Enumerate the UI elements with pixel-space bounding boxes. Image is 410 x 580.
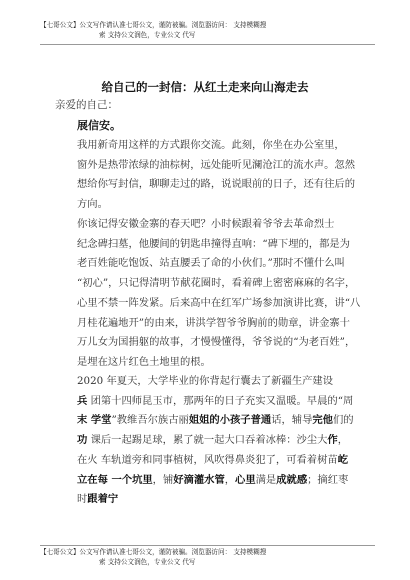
paragraph-line: 万儿女为国捐躯的故事，才慢慢懂得，爷爷说的“为老百姓”，	[77, 336, 356, 349]
text-run: ，铺	[152, 473, 174, 486]
bold-text-run: 心里	[235, 473, 256, 486]
footer-divider	[40, 545, 375, 546]
watermark-bottom-line2: 索 支持公文润色，专业公文 代写	[99, 558, 196, 566]
text-run: ，	[224, 473, 236, 486]
paragraph-line: 我用新奇用这样的方式跟你交流。此刻，你坐在办公室里，	[77, 139, 345, 151]
paragraph-line	[55, 490, 365, 510]
text-run: 课后一起踢足球，累了就一起大口吞着冰棒：沙尘大	[87, 434, 328, 447]
watermark-bottom-line1: 【七哥公文】公文写作请认准七哥公文，谨防被骗。浏览器访问： 支持模糊搜	[40, 548, 267, 556]
text-run: ”教维吾尔族古丽	[111, 414, 189, 427]
text-run: 团第十四师昆玉市，那两年的日子充实又温暖。早晨的“周	[87, 394, 354, 407]
paragraph-line	[55, 411, 365, 431]
salutation: 展信安。	[77, 119, 121, 132]
paragraph-1	[55, 136, 365, 215]
bold-text-run: 姐姐的小孩子普通	[188, 414, 272, 427]
bold-text-run: 屹	[337, 453, 348, 466]
bold-text-run: 立在每 一个坑里	[77, 473, 153, 486]
text-run: 们的	[332, 414, 354, 427]
text-run: ，	[337, 434, 348, 447]
paragraph-line	[55, 392, 365, 412]
paragraph-line	[55, 451, 365, 471]
paragraph-line: 月桂花遍地开”的由来，讲洪学智爷爷胸前的勋章，讲金寨十	[77, 316, 350, 329]
paragraph-line: 纪念碑扫墓，他腰间的钥匙串撞得直响：“碑下埋的，都是为	[77, 237, 350, 250]
paragraph-line	[55, 372, 365, 392]
bold-text-run: 跟着宁	[87, 493, 119, 506]
text-run: 在火 车轨道旁和同事植树，风吹得鼻炎犯了，可看着树苗	[77, 453, 338, 466]
bold-text-run: 成就感	[276, 473, 308, 486]
text-run: 话，辅导	[271, 414, 313, 427]
greeting: 亲爱的自己：	[55, 99, 118, 111]
text-run: 时	[77, 493, 88, 506]
bold-text-run: 兵	[77, 394, 88, 407]
bold-text-run: 作	[327, 434, 338, 447]
paragraph-3	[55, 372, 365, 510]
paragraph-line: 是埋在这片红色土地里的根。	[77, 355, 211, 368]
header-divider	[40, 44, 375, 45]
paragraph-line: 窗外是热带浓绿的油棕树，远处能听见澜沧江的流水声。忽然	[77, 158, 356, 171]
paragraph-line: 老百姓能吃饱饭、站直腰丢了命的小伙们。”那时不懂什么叫	[77, 257, 345, 270]
paragraph-line: “初心”，只记得清明节献花圈时，看着碑上密密麻麻的名字，	[77, 277, 356, 290]
text-run: 2020 年夏天，大学毕业的你背起行囊去了新疆生产建设	[77, 375, 334, 387]
paragraph-line: 方向。	[77, 198, 108, 211]
text-run: ；摘红枣	[307, 473, 349, 486]
text-run: 满是	[255, 473, 277, 486]
bold-text-run: 末 学堂	[77, 414, 112, 427]
paragraph-line: 你该记得安徽金寨的春天吧？小时候跟着爷爷去革命烈士	[77, 218, 335, 230]
bold-text-run: 完他	[312, 414, 333, 427]
document-title: 给自己的一封信：从红土走来向山海走去	[101, 80, 309, 94]
bold-text-run: 功	[77, 434, 88, 447]
watermark-top-line1: 【七哥公文】公文写作请认准七哥公文，谨防被骗。浏览器访问： 支持模糊搜	[40, 21, 267, 29]
watermark-top-line2: 索 支持公文润色，专业公文 代写	[99, 31, 196, 39]
paragraph-2	[55, 215, 365, 373]
bold-text-run: 好滴灌水管	[173, 473, 225, 486]
paragraph-line	[55, 431, 365, 451]
paragraph-line	[55, 471, 365, 491]
paragraph-line: 心里不禁一阵发紧。后来高中在红军广场参加演讲比赛，讲“八	[77, 296, 361, 309]
paragraph-line: 想给你写封信，聊聊走过的路，说说眼前的日子，还有往后的	[77, 178, 356, 191]
